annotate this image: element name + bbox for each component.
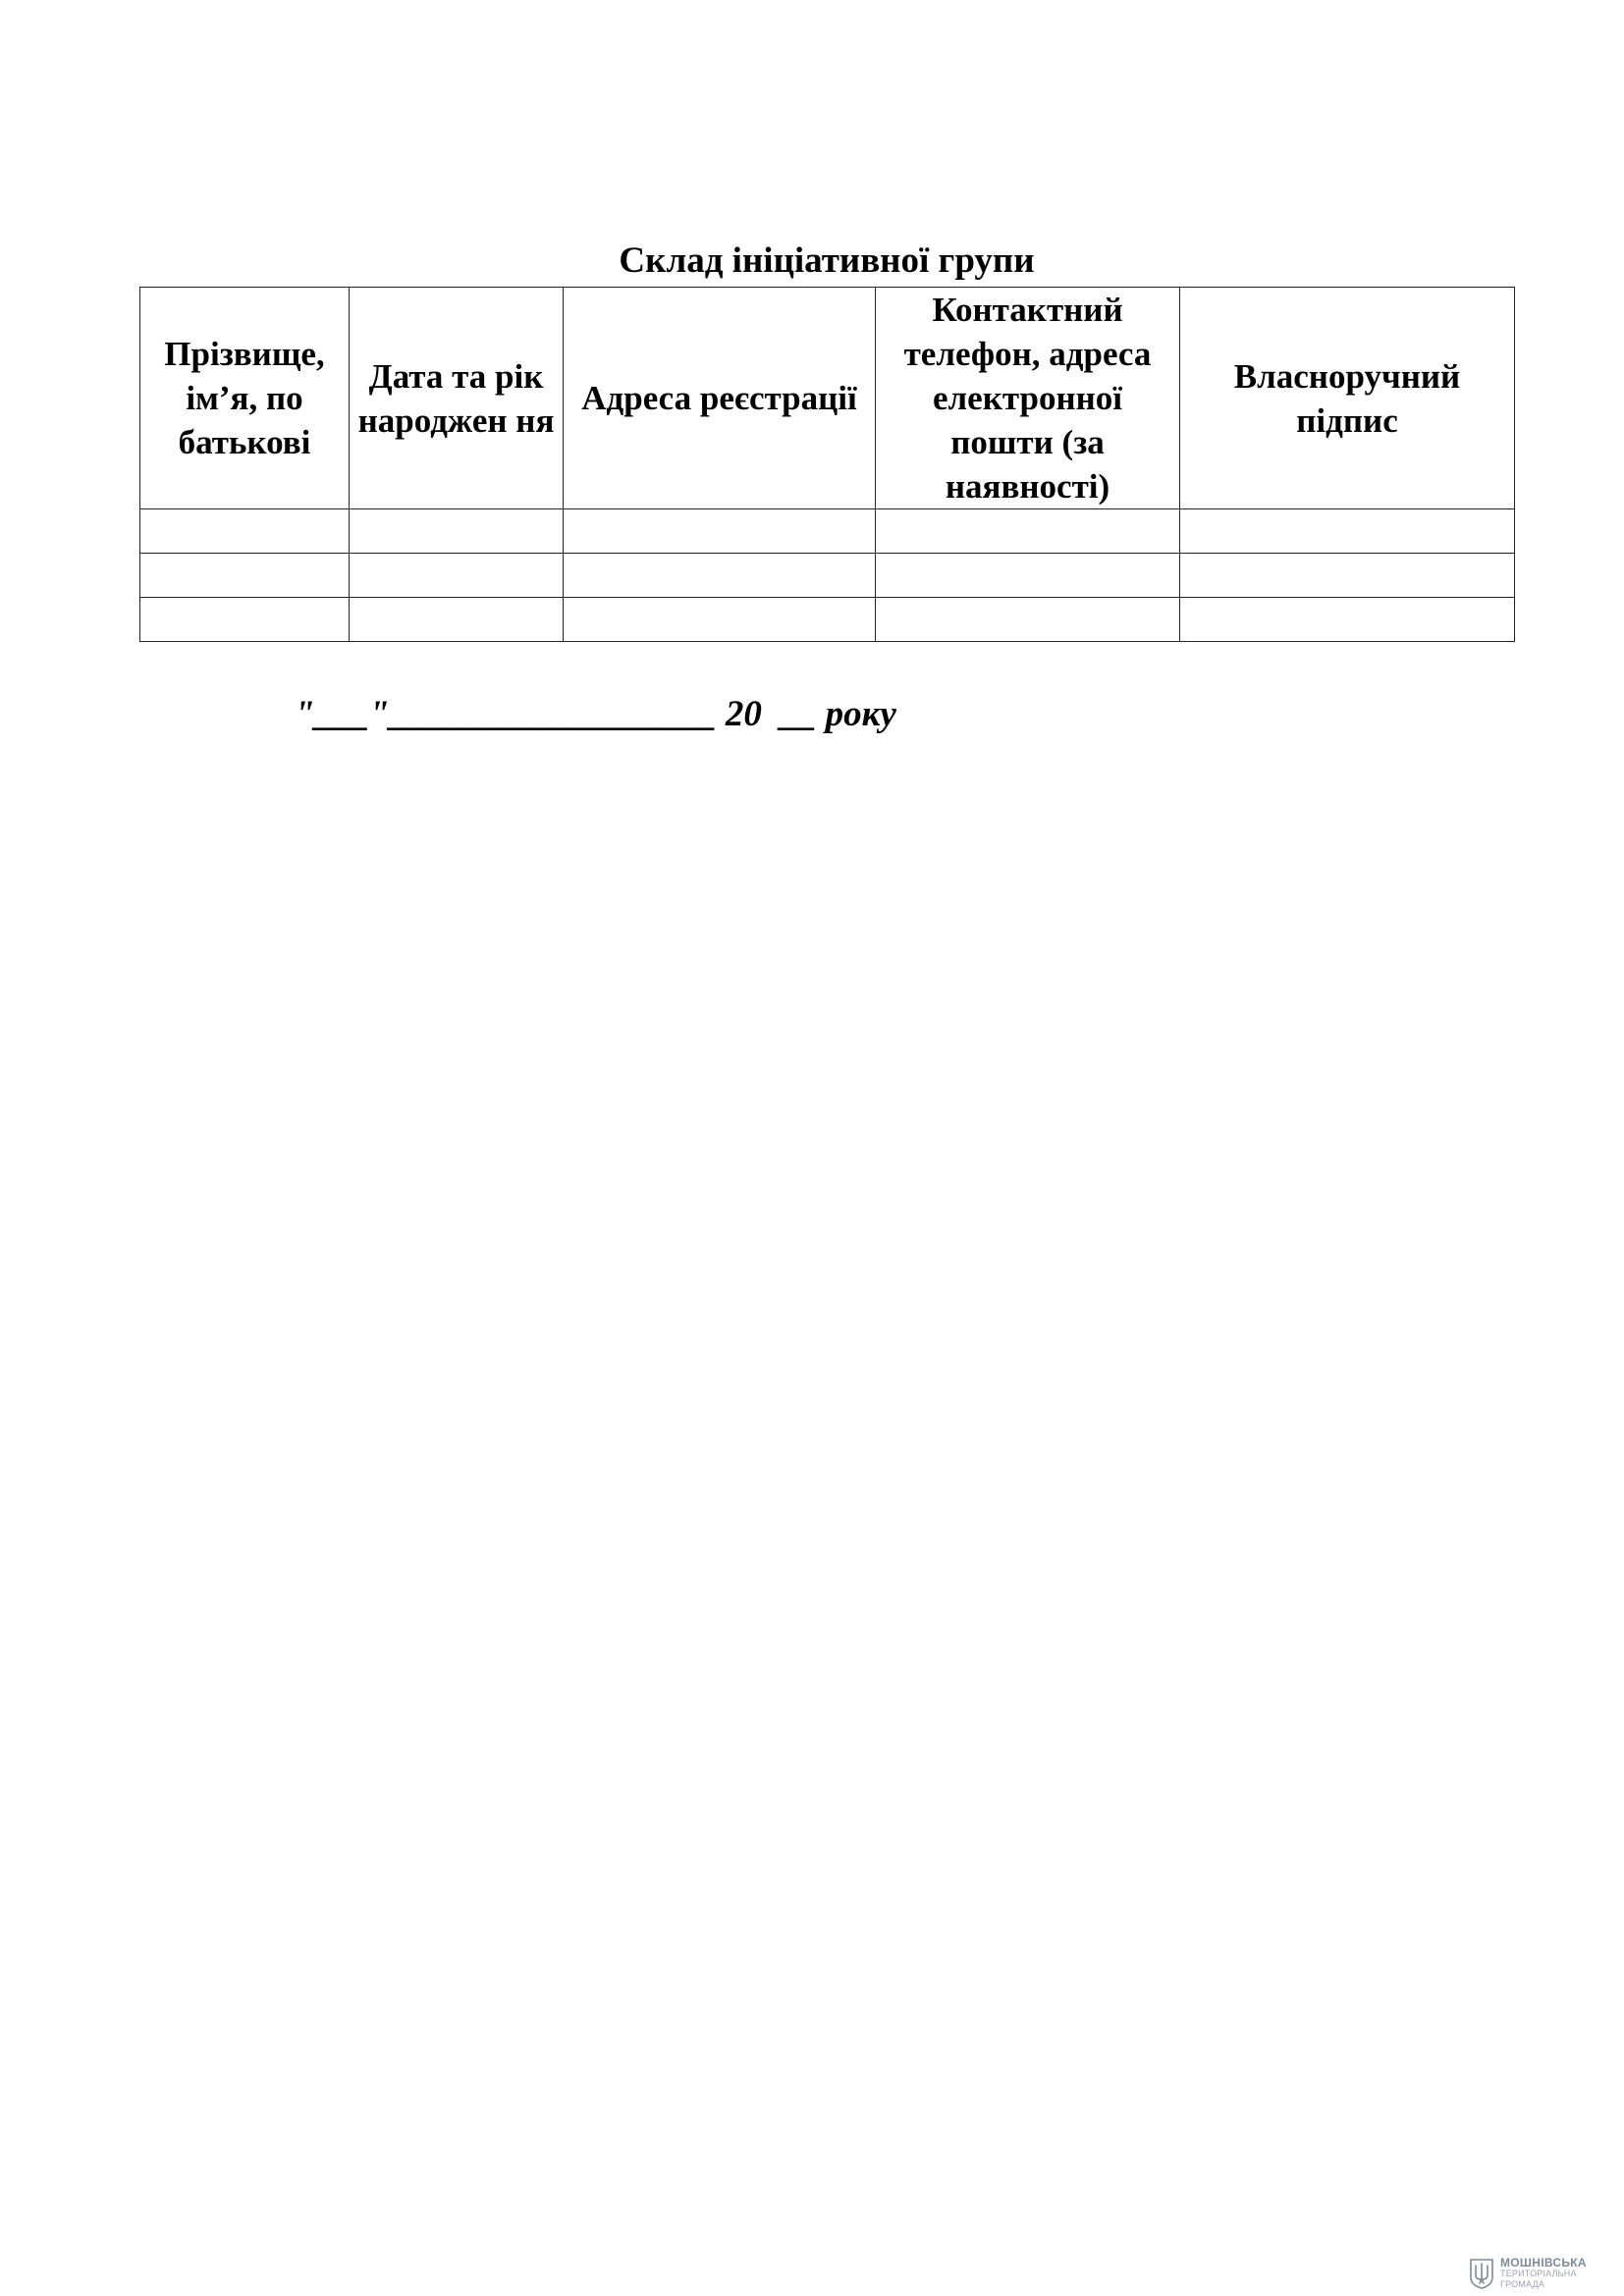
- table-cell: [140, 554, 350, 598]
- table-cell: [1180, 554, 1515, 598]
- table-cell: [350, 509, 564, 554]
- community-logo: [1469, 2256, 1616, 2291]
- header-birth-date: Дата та рік народжен ня: [350, 288, 564, 509]
- date-line: "___"__________________ 20 __ року: [295, 694, 896, 734]
- table-cell: [876, 598, 1180, 642]
- logo-text: [1500, 2255, 1587, 2290]
- logo-name: МОШНІВСЬКА: [1500, 2255, 1587, 2269]
- table-cell: [564, 598, 876, 642]
- table-cell: [350, 598, 564, 642]
- table-row: [140, 598, 1515, 642]
- table-row: [140, 554, 1515, 598]
- table-cell: [564, 509, 876, 554]
- table-cell: [140, 598, 350, 642]
- table-cell: [140, 509, 350, 554]
- table-header-row: [140, 288, 1515, 509]
- table-cell: [876, 509, 1180, 554]
- header-contact-info: Контактний телефон, адреса електронної пошти (за наявності): [876, 288, 1180, 509]
- initiative-group-table: [139, 287, 1515, 642]
- table-cell: [564, 554, 876, 598]
- table-row: [140, 509, 1515, 554]
- header-signature: Власноручний підпис: [1180, 288, 1515, 509]
- logo-sub-line-1: ТЕРИТОРІАЛЬНА: [1500, 2268, 1577, 2278]
- logo-sub-line-2: ГРОМАДА: [1500, 2278, 1544, 2289]
- document-title: Склад ініціативної групи: [619, 240, 1035, 281]
- trident-shield-icon: [1469, 2258, 1494, 2289]
- header-full-name: Прізвище, ім’я, по батькові: [140, 288, 350, 509]
- table-cell: [876, 554, 1180, 598]
- table-cell: [350, 554, 564, 598]
- header-registration-address: Адреса реєстрації: [564, 288, 876, 509]
- table-cell: [1180, 509, 1515, 554]
- table-cell: [1180, 598, 1515, 642]
